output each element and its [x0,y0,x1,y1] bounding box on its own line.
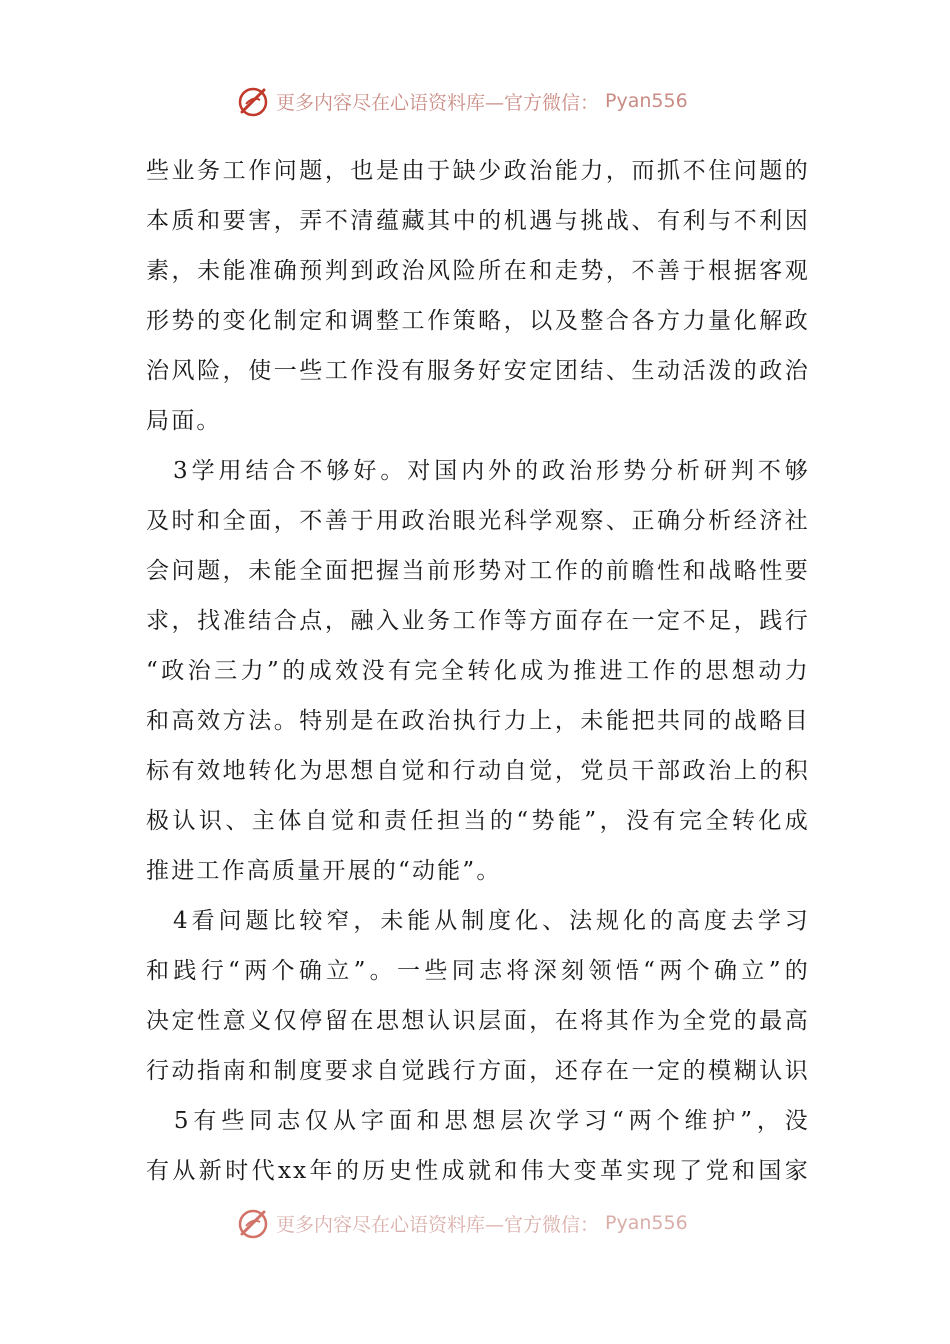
text-line: 形势的变化制定和调整工作策略，以及整合各方力量化解政 [146,308,810,334]
text-line: 些业务工作问题，也是由于缺少政治能力，而抓不住问题的 [146,158,810,184]
watermark-brand-text: 更多内容尽在心语资料库—官方微信： [276,91,600,114]
text-line: “政治三力”的成效没有完全转化成为推进工作的思想动力 [146,658,810,684]
text-line: 极认识、主体自觉和责任担当的“势能”，没有完全转化成 [146,808,810,834]
text-line: 标有效地转化为思想自觉和行动自觉，党员干部政治上的积 [146,758,810,784]
watermark-brand-text: 更多内容尽在心语资料库—官方微信： [276,1213,600,1236]
text-line: 本质和要害，弄不清蕴藏其中的机遇与挑战、有利与不利因 [146,208,810,234]
brush-logo-icon [236,1206,270,1240]
watermark-footer [236,1206,688,1240]
text-line: 及时和全面，不善于用政治眼光科学观察、正确分析经济社 [146,508,810,534]
text-line: 会问题，未能全面把握当前形势对工作的前瞻性和战略性要 [146,558,810,584]
text-line: 5有些同志仅从字面和思想层次学习“两个维护”，没 [146,1108,810,1134]
text-line: 有从新时代xx年的历史性成就和伟大变革实现了党和国家 [146,1158,810,1184]
text-line: 行动指南和制度要求自觉践行方面，还存在一定的模糊认识 [146,1058,810,1084]
text-line: 4看问题比较窄，未能从制度化、法规化的高度去学习 [146,908,810,934]
text-line: 推进工作高质量开展的“动能”。 [146,858,502,884]
text-line: 和高效方法。特别是在政治执行力上，未能把共同的战略目 [146,708,810,734]
document-body [146,146,810,1196]
text-line: 求，找准结合点，融入业务工作等方面存在一定不足，践行 [146,608,810,634]
watermark-header [236,84,688,118]
watermark-wechat-id: Pyan556 [605,1212,688,1234]
text-line: 3学用结合不够好。对国内外的政治形势分析研判不够 [146,458,810,484]
text-line: 素，未能准确预判到政治风险所在和走势，不善于根据客观 [146,258,810,284]
text-line: 局面。 [146,408,222,434]
brush-logo-icon [236,84,270,118]
watermark-wechat-id: Pyan556 [605,90,688,112]
text-line: 决定性意义仅停留在思想认识层面，在将其作为全党的最高 [146,1008,810,1034]
text-line: 治风险，使一些工作没有服务好安定团结、生动活泼的政治 [146,358,810,384]
text-line: 和践行“两个确立”。一些同志将深刻领悟“两个确立”的 [146,958,810,984]
